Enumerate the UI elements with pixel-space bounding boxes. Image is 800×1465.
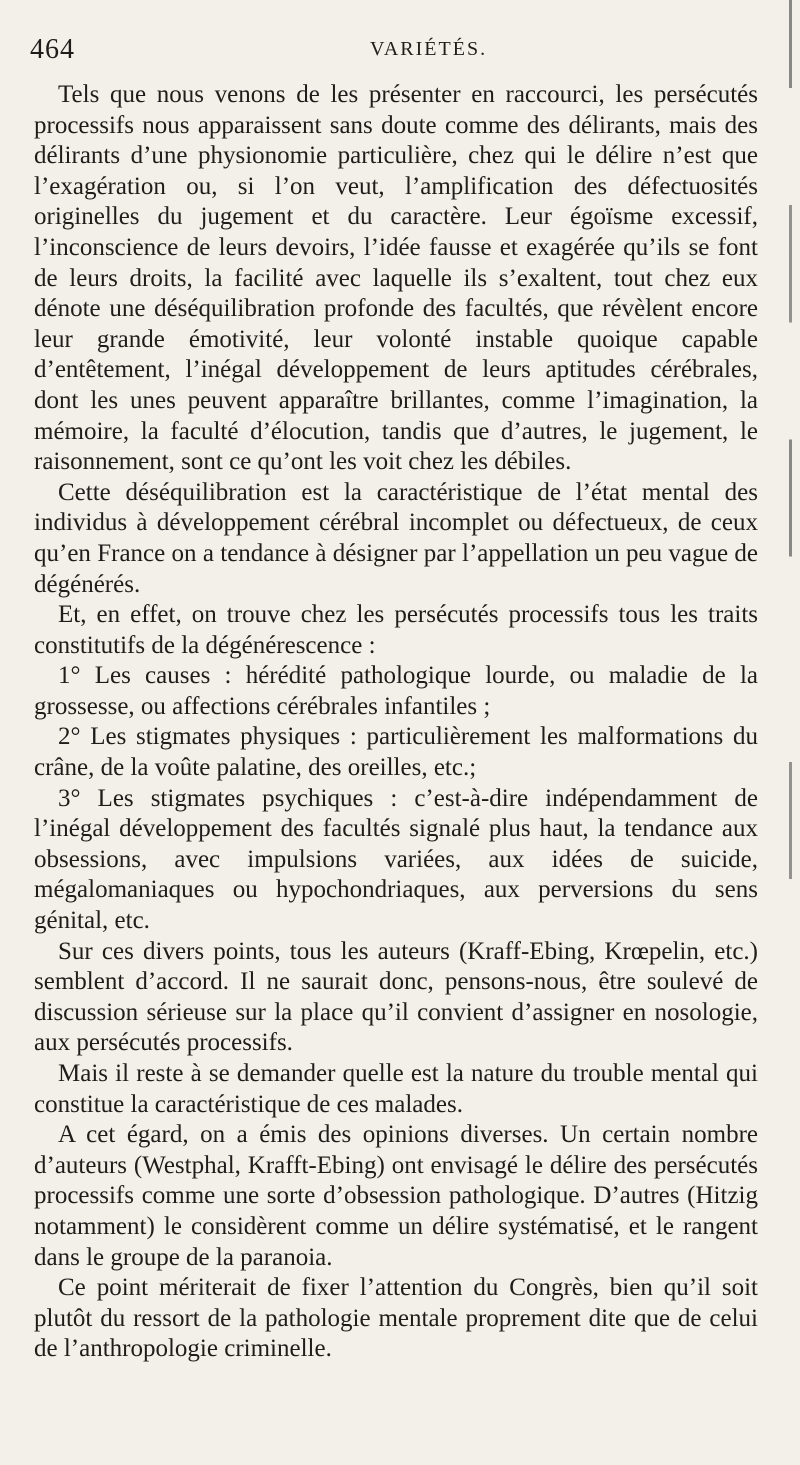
paragraph: Mais il reste à se demander quelle est la nature du trouble mental qui constitue la caractéristique de ces malades.	[34, 1060, 758, 1118]
body-text	[34, 80, 758, 1365]
paragraph: Tels que nous venons de les présenter en raccourci, les persécutés processifs nous apparaissent sans doute comme des délirants, mais des délirants d’une physionomie particulière, chez qui le délire n’est que l’exagération ou, si l’on veut, l’amplification des défectuosités originelles du jugement et du caractère. Leur égoïsme excessif, l’inconscience de leurs devoirs, l’idée fausse et exagérée qu’ils se font de leurs droits, la facilité avec laquelle ils s’exaltent, tout chez eux dénote une déséquilibration profonde des facultés, que révèlent encore leur grande émotivité, leur volonté instable quoique capable d’entêtement, l’inégal développement de leurs aptitudes cérébrales, dont les unes peuvent apparaître brillantes, comme l’imagination, la mémoire, la faculté d’élocution, tandis que d’autres, le jugement, le raisonnement, sont ce qu’ont les voit chez les débiles.	[34, 81, 758, 476]
paragraph: Cette déséquilibration est la caractéristique de l’état mental des individus à développement cérébral incomplet ou défectueux, de ceux qu’en France on a tendance à désigner par l’appellation un peu vague de dégénérés.	[34, 478, 758, 598]
page-number: 464	[30, 34, 75, 65]
paragraph: Et, en effet, on trouve chez les persécutés processifs tous les traits constitutifs de la dégénérescence :	[34, 601, 758, 659]
paragraph: Sur ces divers points, tous les auteurs (Kraff-Ebing, Krœpelin, etc.) semblent d’accord. Il ne saurait donc, pensons-nous, être soulevé de discussion sérieuse sur la place qu’il convient d’assigner en nosologie, aux persécutés processifs.	[34, 937, 758, 1057]
list-item: 1° Les causes : hérédité pathologique lourde, ou maladie de la grossesse, ou affections cérébrales infantiles ;	[34, 662, 758, 720]
list-item: 2° Les stigmates physiques : particulièrement les malformations du crâne, de la voûte palatine, des oreilles, etc.;	[34, 723, 758, 782]
paragraph: Ce point mériterait de fixer l’attention du Congrès, bien qu’il soit plutôt du ressort de la pathologie mentale proprement dite que de celui de l’anthropologie criminelle.	[34, 1274, 758, 1363]
page-header	[30, 34, 750, 74]
paragraph: A cet égard, on a émis des opinions diverses. Un certain nombre d’auteurs (Westphal, Krafft-Ebing) ont envisagé le délire des persécutés processifs comme une sorte d’obsession pathologique. D’autres (Hitzig notamment) le considèrent comme un délire systématisé, et le rangent dans le groupe de la paranoia.	[34, 1121, 758, 1271]
list-item: 3° Les stigmates psychiques : c’est-à-dire indépendamment de l’inégal développement des facultés signalé plus haut, la tendance aux obsessions, avec impulsions variées, aux idées de suicide, mégalomaniaques ou hypochondriaques, aux perversions du sens génital, etc.	[34, 784, 758, 935]
running-head: VARIÉTÉS.	[370, 38, 488, 60]
page-edge-shadow	[789, 0, 792, 1465]
